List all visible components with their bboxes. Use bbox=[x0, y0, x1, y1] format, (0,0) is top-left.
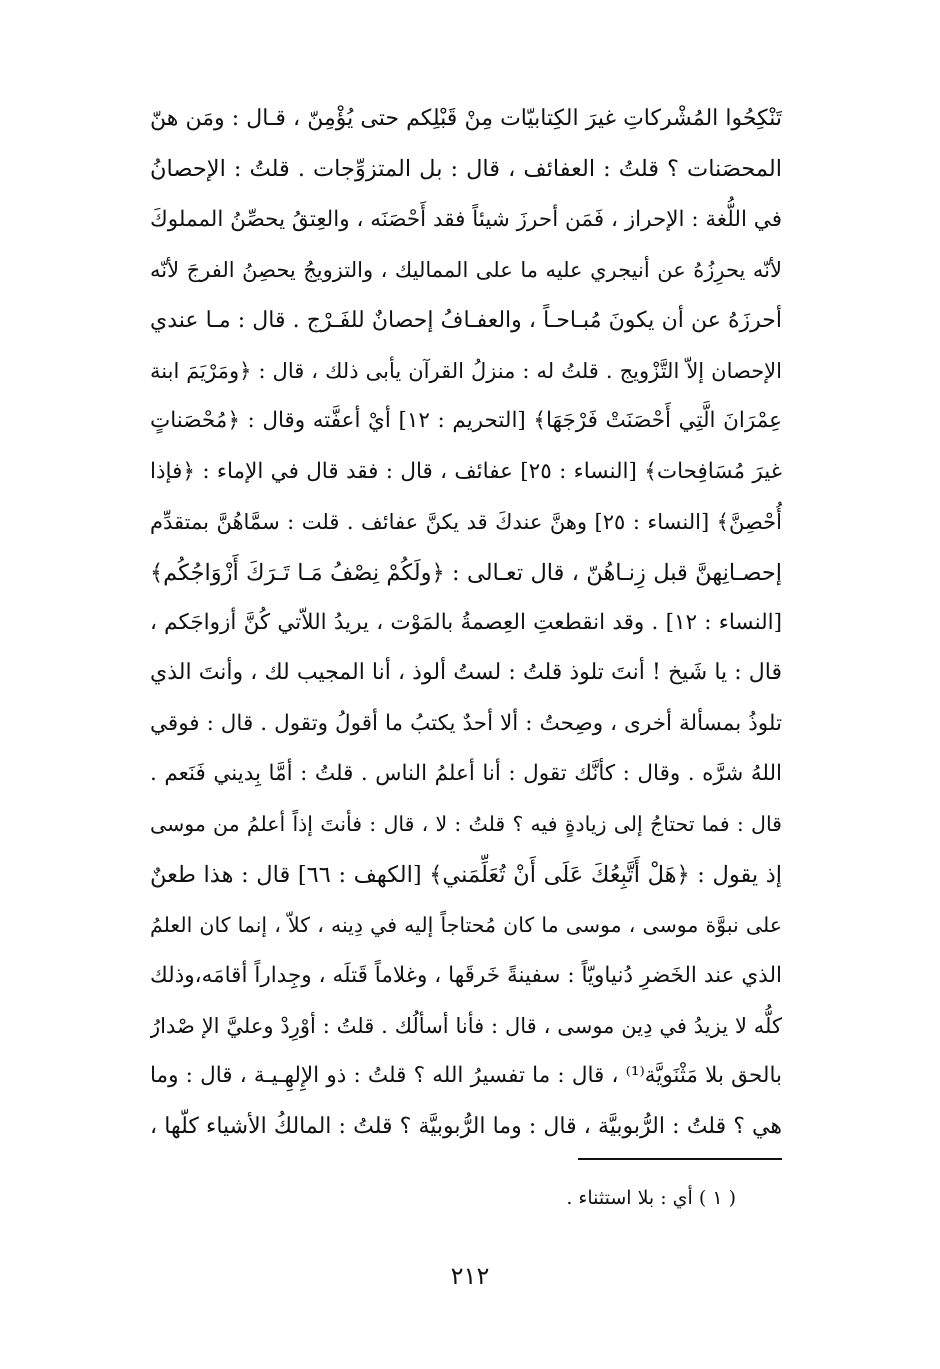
text-line: هي ؟ قلتُ : الرُّبوبيَّة ، قال : وما الرُّبوبيَّة ؟ قلتُ : المالكُ الأشياء كلّها ، bbox=[150, 1113, 782, 1139]
page-number: ٢١٢ bbox=[450, 1262, 490, 1290]
text-line: في اللُّغة : الإحراز ، فَمَن أحرزَ شيئاً فقد أَحْصَنَه ، والعِتقُ يحصِّنُ المملوكَ bbox=[150, 206, 782, 232]
text-line: عِمْرَانَ الَّتِي أَحْصَنَتْ فَرْجَهَا﴾ [التحريم : ١٢] أيْ أعفَّته وقال : ﴿مُحْصَناتٍ bbox=[150, 408, 782, 434]
text-line: إذ يقول : ﴿هَلْ أَتَّبِعُكَ عَلَى أَنْ تُعَلِّمَني﴾ [الكهف : ٦٦] قال : هذا طعنٌ bbox=[150, 861, 782, 888]
text-line: المحصَنات ؟ قلتُ : العفائف ، قال : بل المتزوِّجات . قلتُ : الإحصانُ bbox=[150, 156, 782, 183]
text-line: أُحْصِنَّ﴾ [النساء : ٢٥] وهنَّ عندكَ قد يكنَّ عفائف . قلت : سمَّاهُنَّ بمتقدِّم bbox=[150, 510, 782, 535]
text-line: بالحق بلا مَثْنَويَّة⁽¹⁾ ، قال : ما تفسيرُ الله ؟ قلتُ : ذو الإِلهِـيـة ، قال : وما bbox=[150, 1063, 782, 1089]
footnote: ( ١ ) أي : بلا استثناء . bbox=[566, 1187, 736, 1209]
text-line: غيرَ مُسَافِحات﴾ [النساء : ٢٥] عفائف ، قال : فقد قال في الإماء : ﴿فإذا bbox=[150, 458, 782, 484]
text-line: كلُّه لا يزيدُ في دِين موسى ، قال : فأنا أسألُك . قلتُ : أوْرِدْ وعليَّ الإ صْدارُ bbox=[150, 1014, 782, 1039]
text-line: [النساء : ١٢] . وقد انقطعتِ العِصمةُ بالمَوْت ، يريدُ اللاّتي كُنَّ أزواجَكم ، bbox=[150, 609, 782, 635]
text-line: اللهُ شرَّه . وقال : كأنَّك تقول : أنا أعلمُ الناس . قلتُ : أمَّا بِديني فَنَعم . bbox=[150, 761, 782, 787]
text-line: قال : فما تحتاجُ إلى زيادةٍ فيه ؟ قلتُ : لا ، قال : فأنتَ إذاً أعلمُ من موسى bbox=[150, 812, 782, 837]
text-line: تَنْكِحُوا المُشْركاتِ غيرَ الكِتابيّات مِنْ قَبْلِكم حتى يُؤْمِنّ ، قـال : ومَن هنّ bbox=[150, 106, 782, 131]
text-line: الإحصان إلاّ التَّزْويج . قلتُ له : منزلُ القرآن يأبى ذلك ، قال : ﴿ومَرْيَمَ ابنة bbox=[150, 358, 782, 383]
footnote-divider bbox=[578, 1158, 782, 1160]
text-line: إحصـانِهنَّ قبل زِنـاهُنّ ، قال تعـالى : ﴿ولَكُمْ نِصْفُ مَـا تَـرَكَ أَزْوَاجُكُم﴾ bbox=[150, 559, 782, 586]
text-line: تلوذُ بمسألة أخرى ، وصِحتُ : ألا أحدٌ يكتبُ ما أقولُ وتقول . قال : فوقي bbox=[150, 710, 782, 736]
text-line: قال : يا شَيخ ! أنتَ تلوذ قلتُ : لستُ ألوذ ، أنا المجيب لك ، وأنتَ الذي bbox=[150, 660, 782, 686]
text-line: لأنّه يحرِزُهُ عن أنيجري عليه ما على المماليك ، والتزويجُ يحصِنُ الفرجَ لأنّه bbox=[150, 258, 782, 283]
text-line: أحرزَهُ عن أن يكونَ مُبـاحـاً ، والعفـافُ إحصانٌ للفَـرْج . قال : مـا عندي bbox=[150, 307, 782, 333]
text-line: الذي عند الخَضرِ دُنياويّاً : سفينةً خَرقَها ، وغلاماً قَتلَه ، وجِداراً أقامَه،وذلك bbox=[150, 962, 782, 988]
body-text bbox=[150, 94, 782, 1152]
text-line: على نبوَّة موسى ، موسى ما كان مُحتاجاً إليه في دِينه ، كلاّ ، إنما كان العلمُ bbox=[150, 913, 782, 938]
